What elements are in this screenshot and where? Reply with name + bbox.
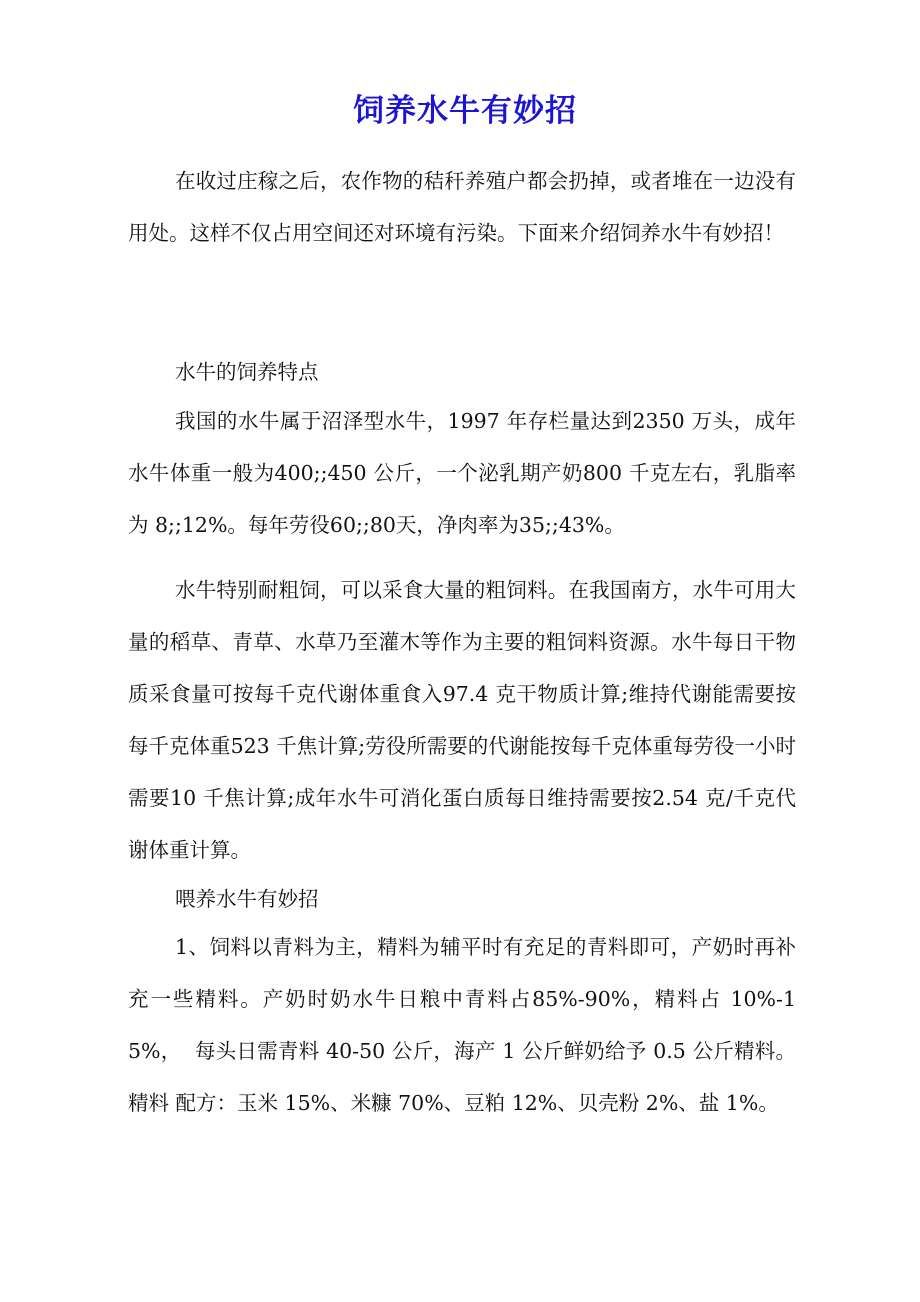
tips-paragraph-1: 1、饲料以青料为主，精料为辅平时有充足的青料即可，产奶时再补充一些精料。产奶时奶水牛日粮中青料占85%-90%，精料占 10%-15%， 每头日需青料 40-50 公斤，海产 1 公斤鲜奶给予 0.5 公斤精料。精料 配方：玉米 15%、米糠 70%、豆粕 12%、贝壳粉 2%、盐 1%。 <box>128 935 796 1115</box>
section-heading-features: 水牛的饲养特点 <box>175 360 319 384</box>
features-paragraph-1: 我国的水牛属于沼泽型水牛，1997 年存栏量达到2350 万头，成年水牛体重一般为400;;450 公斤，一个泌乳期产奶800 千克左右，乳脂率为 8;;12%。每年劳役60;;80天，净肉率为35;;43%。 <box>128 409 796 537</box>
intro-paragraph: 在收过庄稼之后，农作物的秸秆养殖户都会扔掉，或者堆在一边没有用处。这样不仅占用空间还对环境有污染。下面来介绍饲养水牛有妙招！ <box>128 169 796 245</box>
document-title: 饲养水牛有妙招 <box>353 93 577 129</box>
section-heading-tips: 喂养水牛有妙招 <box>175 887 319 911</box>
features-paragraph-2: 水牛特别耐粗饲，可以采食大量的粗饲料。在我国南方，水牛可用大量的稻草、青草、水草乃至灌木等作为主要的粗饲料资源。水牛每日干物质采食量可按每千克代谢体重食入97.4 克干物质计算;维持代谢能需要按每千克体重523 千焦计算;劳役所需要的代谢能按每千克体重每劳役一小时需要10 千焦计算;成年水牛可消化蛋白质每日维持需要按2.54 克/千克代谢体重计算。 <box>128 578 796 862</box>
